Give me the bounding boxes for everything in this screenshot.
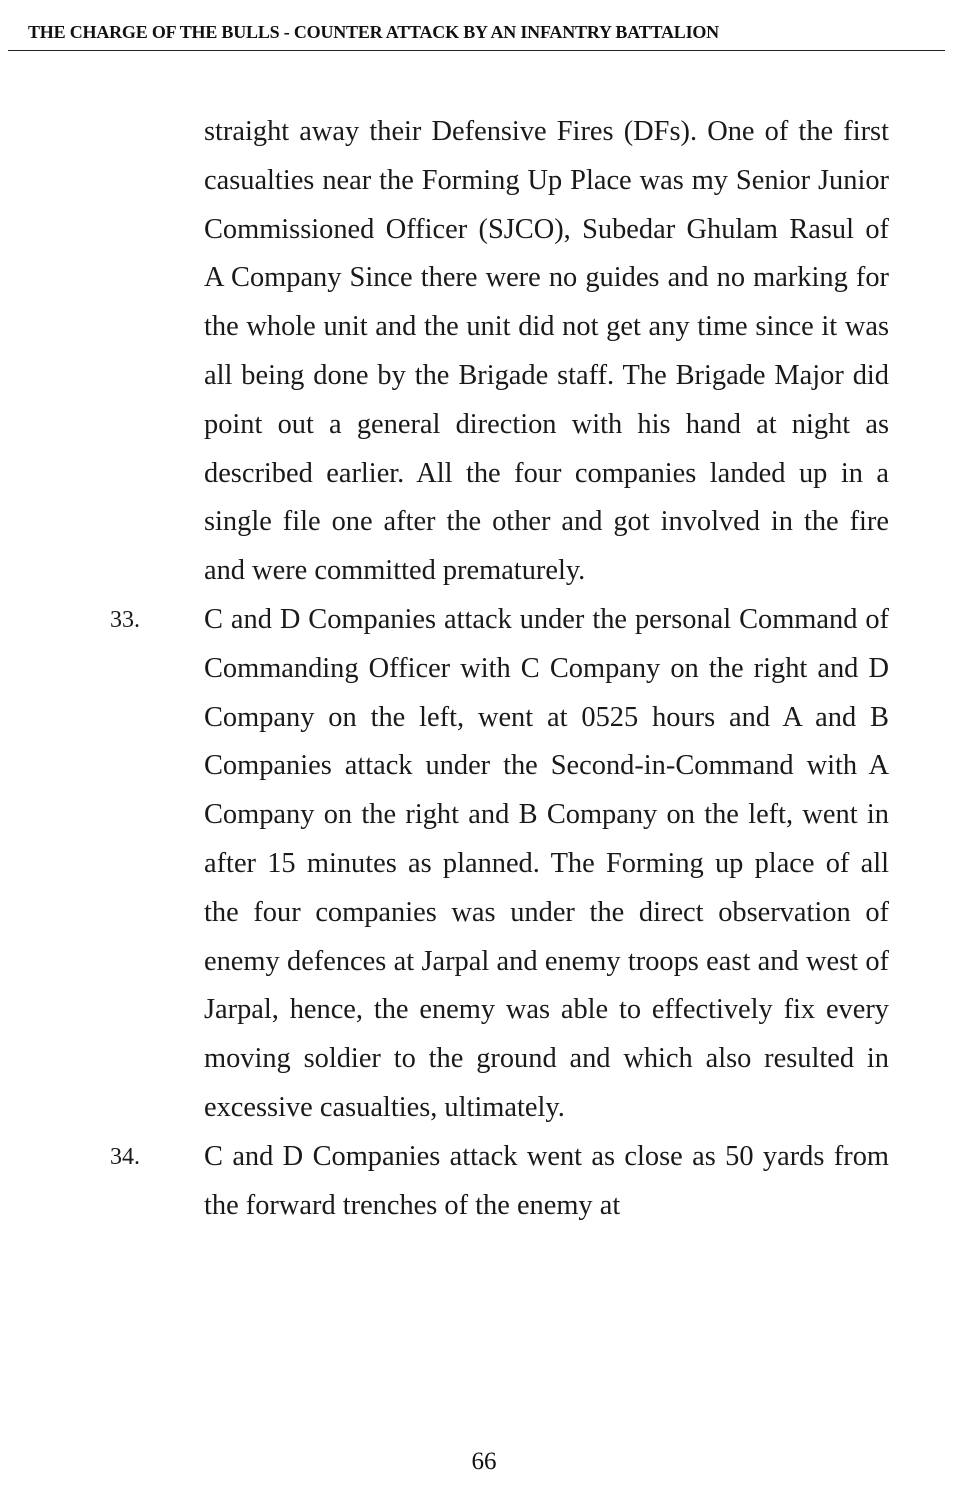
- page-number: 66: [471, 1448, 497, 1475]
- paragraph-text: C and D Companies attack under the personal Command of Commanding Officer with C Company on the right and D Company on the left, went at 0525 hours and A and B Companies attack under the Second-in-Command with A Company on the right and B Company on the left, went in after 15 minutes as planned. The Forming up place of all the four companies was under the direct observation of enemy defences at Jarpal and enemy troops east and west of Jarpal, hence, the enemy was able to effectively fix every moving soldier to the ground and which also resulted in excessive casualties, ultimately.: [204, 603, 889, 1123]
- paragraph-text: C and D Companies attack went as close as 50 yards from the forward trenches of the enemy at: [204, 1140, 889, 1221]
- paragraph-34: [110, 1133, 889, 1231]
- running-header: [8, 22, 945, 51]
- paragraph-number: 33.: [110, 606, 140, 633]
- paragraph-number: 34.: [110, 1143, 140, 1170]
- paragraph-continued: [204, 108, 889, 596]
- page-body: [0, 108, 968, 1230]
- paragraph-33: [110, 596, 889, 1133]
- paragraph-text: straight away their Defensive Fires (DFs). One of the first casualties near the Forming Up Place was my Senior Junior Commissioned Officer (SJCO), Subedar Ghulam Rasul of A Company Since there were no guides and no marking for the whole unit and the unit did not get any time since it was all being done by the Brigade staff. The Brigade Major did point out a general direction with his hand at night as described earlier. All the four companies landed up in a single file one after the other and got involved in the fire and were committed prematurely.: [204, 116, 889, 587]
- running-title: THE CHARGE OF THE BULLS - COUNTER ATTACK BY AN INFANTRY BATTALION: [28, 22, 719, 42]
